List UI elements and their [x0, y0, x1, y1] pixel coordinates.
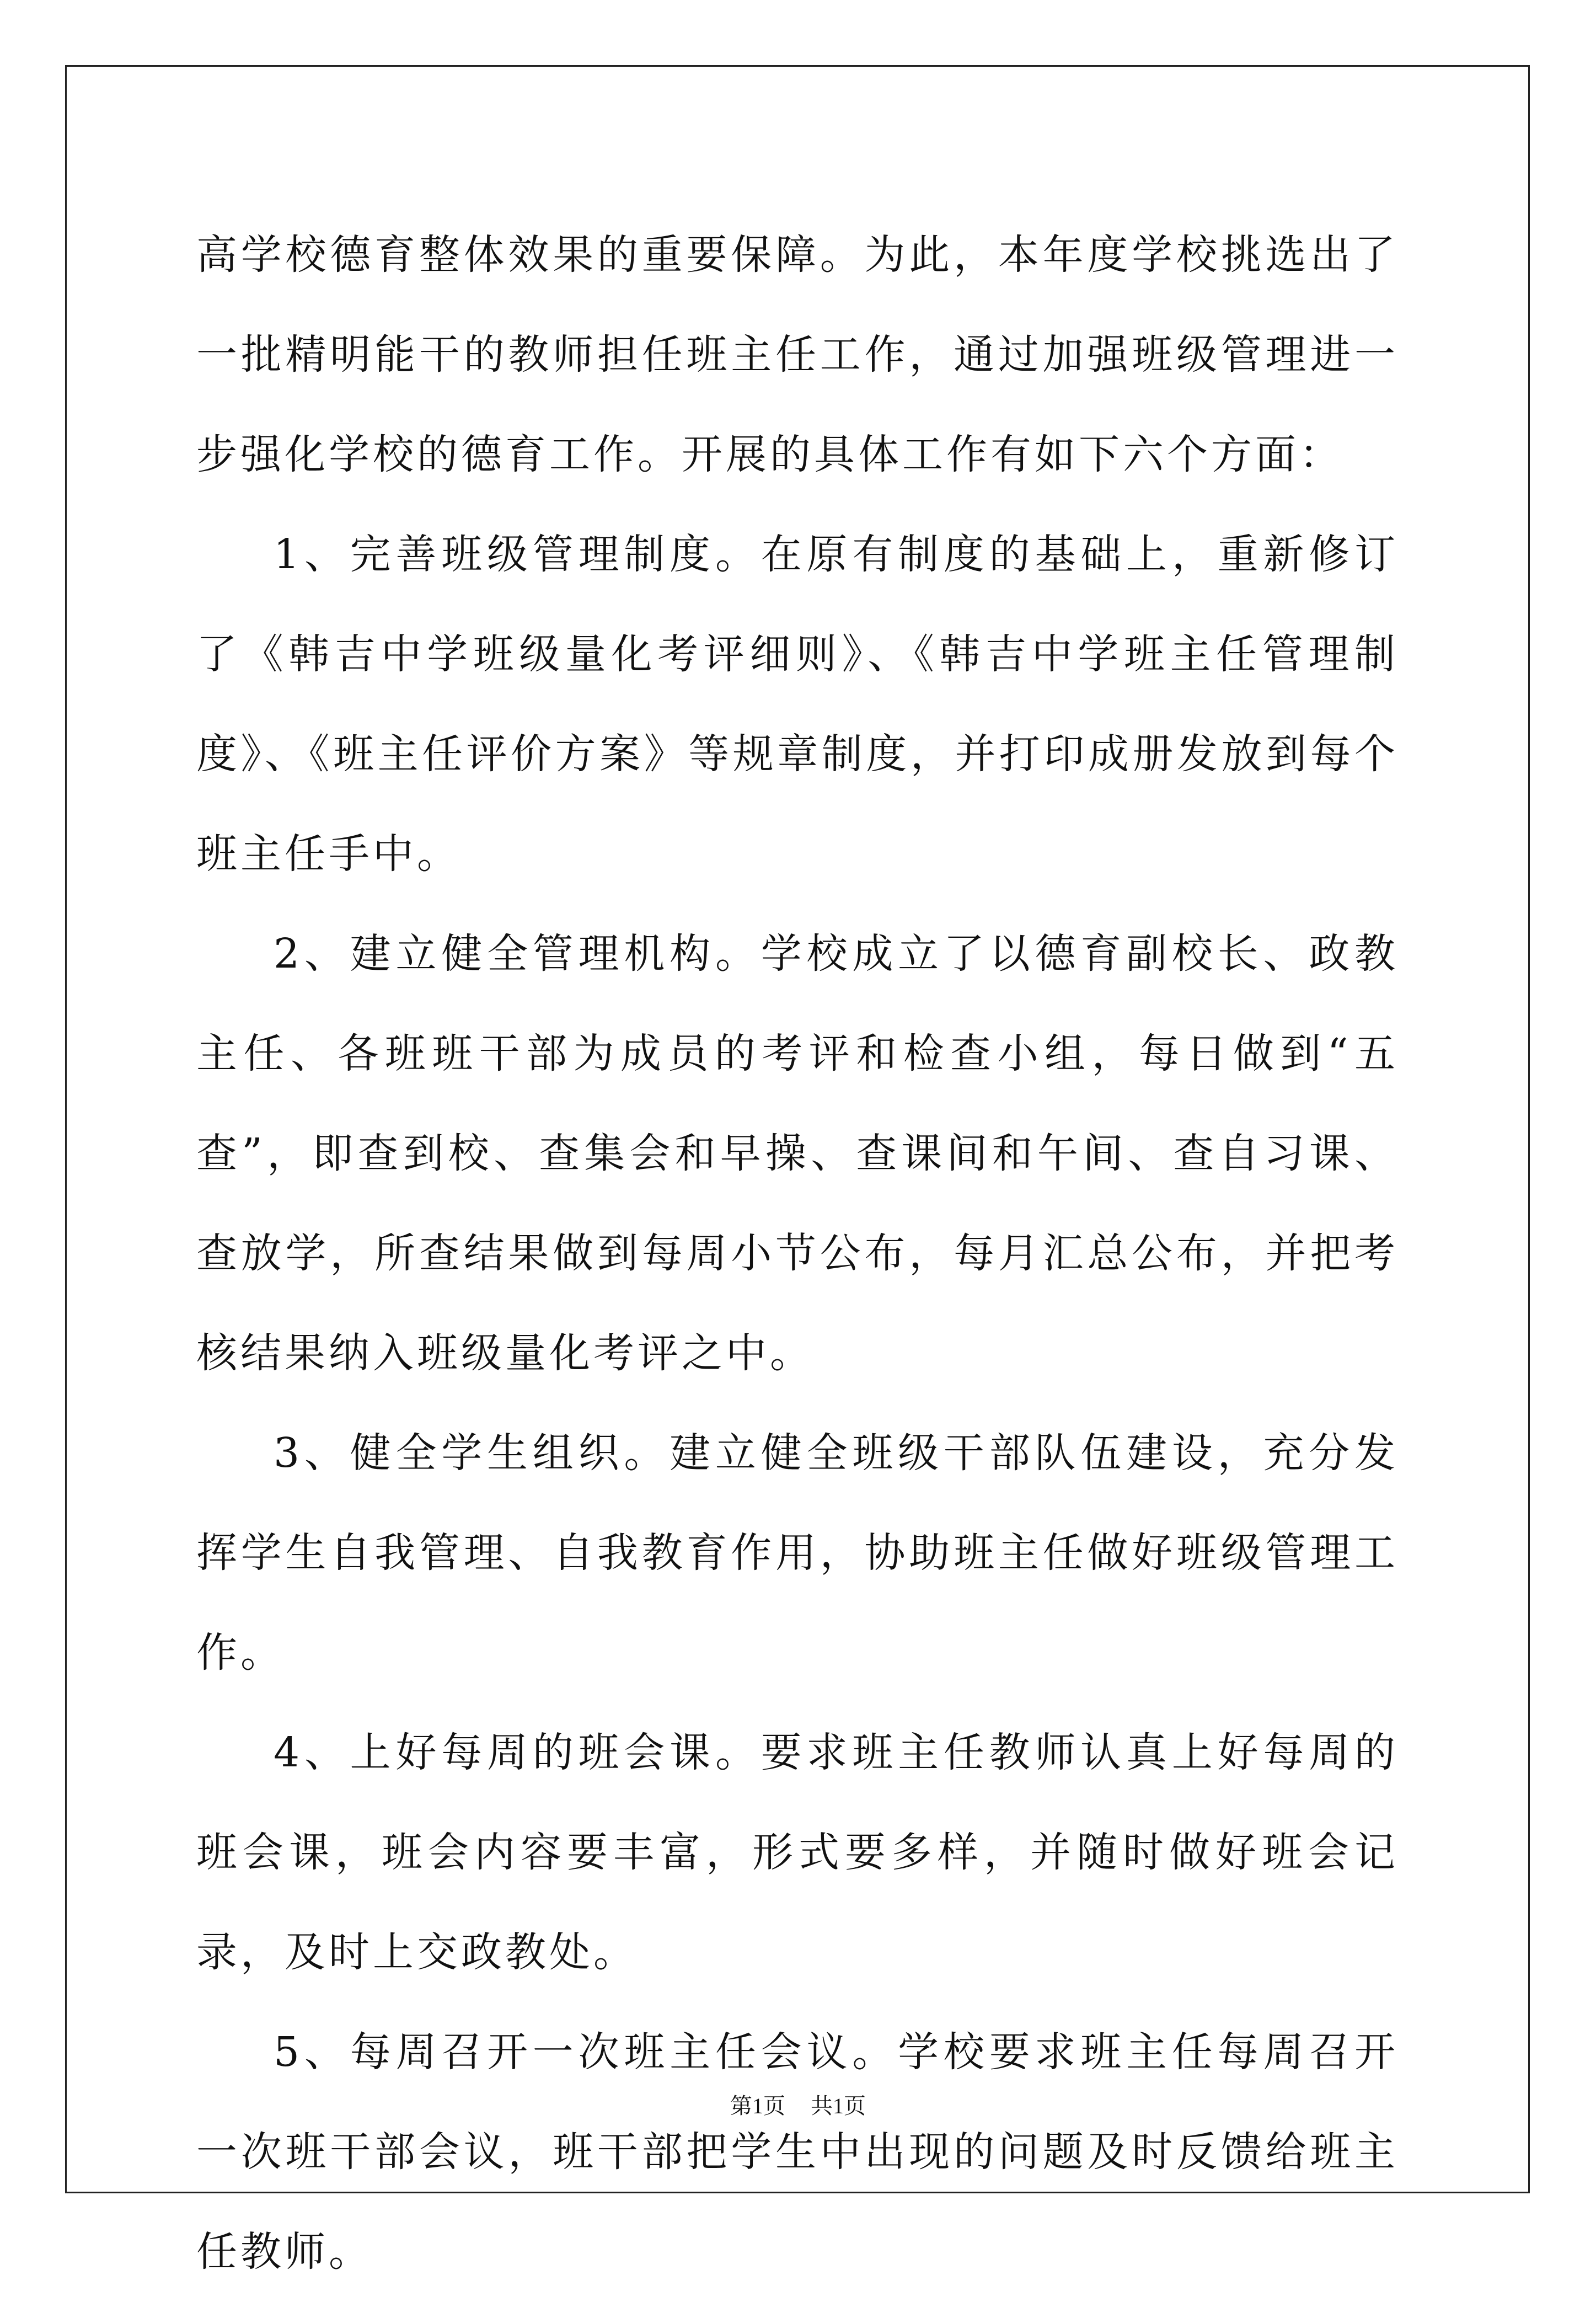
page-footer: [0, 2089, 1596, 2120]
paragraph-intro: 高学校德育整体效果的重要保障。为此，本年度学校挑选出了一批精明能干的教师担任班主任工作，通过加强班级管理进一步强化学校的德育工作。开展的具体工作有如下六个方面：: [196, 231, 1399, 478]
paragraph-item-4: 4、上好每周的班会课。要求班主任教师认真上好每周的班会课，班会内容要丰富，形式要多样，并随时做好班会记录，及时上交政教处。: [196, 1729, 1399, 1976]
paragraph-item-3: 3、健全学生组织。建立健全班级干部队伍建设，充分发挥学生自我管理、自我教育作用，协助班主任做好班级管理工作。: [196, 1429, 1399, 1676]
document-body: [196, 205, 1399, 2302]
paragraph-item-2: 2、建立健全管理机构。学校成立了以德育副校长、政教主任、各班班干部为成员的考评和检查小组，每日做到“五查”，即查到校、查集会和早操、查课间和午间、查自习课、查放学，所查结果做到每周小节公布，每月汇总公布，并把考核结果纳入班级量化考评之中。: [196, 930, 1399, 1377]
paragraph-item-5: 5、每周召开一次班主任会议。学校要求班主任每周召开一次班干部会议，班干部把学生中出现的问题及时反馈给班主任教师。: [196, 2028, 1399, 2276]
paragraph-item-1: 1、完善班级管理制度。在原有制度的基础上，重新修订了《韩吉中学班级量化考评细则》、《韩吉中学班主任管理制度》、《班主任评价方案》等规章制度，并打印成册发放到每个班主任手中。: [196, 531, 1399, 878]
page-number-current: 第1页: [730, 2093, 785, 2118]
page-number-total: 共1页: [811, 2093, 866, 2118]
